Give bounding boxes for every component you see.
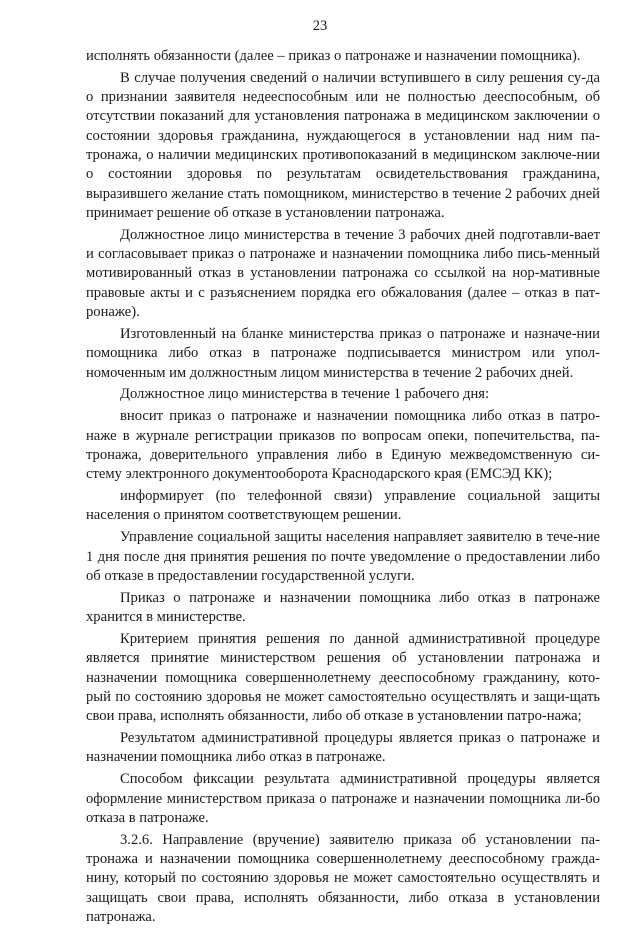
paragraph: Критерием принятия решения по данной административной процедуре является принятие министерством решения об установлении патронажа и назначении помощника совершеннолетнему дееспособному гражданину, кото-рый по состоянию здоровья не может самостоятельно осуществлять и защи-щать свои права, исполнять обязанности, либо об отказе в установлении патро-нажа; [86, 630, 600, 725]
paragraph-section-3-2-6: 3.2.6. Направление (вручение) заявителю приказа об установлении па-тронажа и назначении помощника совершеннолетнему дееспособному гражда-нину, который по состоянию здоровья не может самостоятельно осуществлять и защищать свои права, исполнять обязанности, либо отказа в установлении патронажа. [86, 831, 600, 925]
paragraph: вносит приказ о патронаже и назначении помощника либо отказ в патро-наже в журнале регистрации приказов по вопросам опеки, попечительства, па-тронажа, доверительного управления либо в Единую межведомственную си-стему электронного документооборота Краснодарского края (ЕМСЭД КК); [86, 408, 600, 483]
paragraph: Результатом административной процедуры является приказ о патронаже и назначении помощника либо отказ в патронаже. [86, 730, 600, 766]
document-body [86, 47, 600, 930]
paragraph: Должностное лицо министерства в течение 3 рабочих дней подготавли-вает и согласовывает приказ о патронаже и назначении помощника либо пись-менный мотивированный отказ в установлении патронажа со ссылкой на нор-мативные правовые акты и с разъяснением порядка его обжалования (далее – отказ в пат-ронаже). [86, 226, 600, 321]
paragraph: В случае получения сведений о наличии вступившего в силу решения су-да о признании заявителя недееспособным или не полностью дееспособным, об отсутствии показаний для установления патронажа в медицинском заключении о состоянии здоровья гражданина, нуждающегося в установлении над ним па-тронажа, о наличии медицинских противопоказаний в медицинском заключе-нии о состоянии здоровья по результатам освидетельствования гражданина, выразившего желание стать помощником, министерство в течение 2 рабочих дней принимает решение об отказе в установлении патронажа. [86, 69, 600, 221]
page-number: 23 [312, 18, 328, 34]
paragraph: Изготовленный на бланке министерства приказ о патронаже и назначе-нии помощника либо отказ в патронаже подписывается министром или упол-номоченным им должностным лицом министерства в течение 2 рабочих дней. [86, 325, 600, 381]
paragraph: Способом фиксации результата административной процедуры является оформление министерством приказа о патронаже и назначении помощника ли-бо отказа в патронаже. [86, 771, 600, 826]
paragraph-continuation: исполнять обязанности (далее – приказ о патронаже и назначении помощника). [86, 48, 581, 64]
paragraph: Должностное лицо министерства в течение 1 рабочего дня: [120, 386, 490, 403]
paragraph: информирует (по телефонной связи) управление социальной защиты населения о принятом соответствующем решении. [86, 488, 600, 524]
paragraph: Приказ о патронаже и назначении помощника либо отказ в патронаже хранится в министерстве. [86, 589, 600, 626]
paragraph: Управление социальной защиты населения направляет заявителю в тече-ние 1 дня после дня принятия решения по почте уведомление о предоставлении либо об отказе в предоставлении государственной услуги. [86, 529, 600, 584]
